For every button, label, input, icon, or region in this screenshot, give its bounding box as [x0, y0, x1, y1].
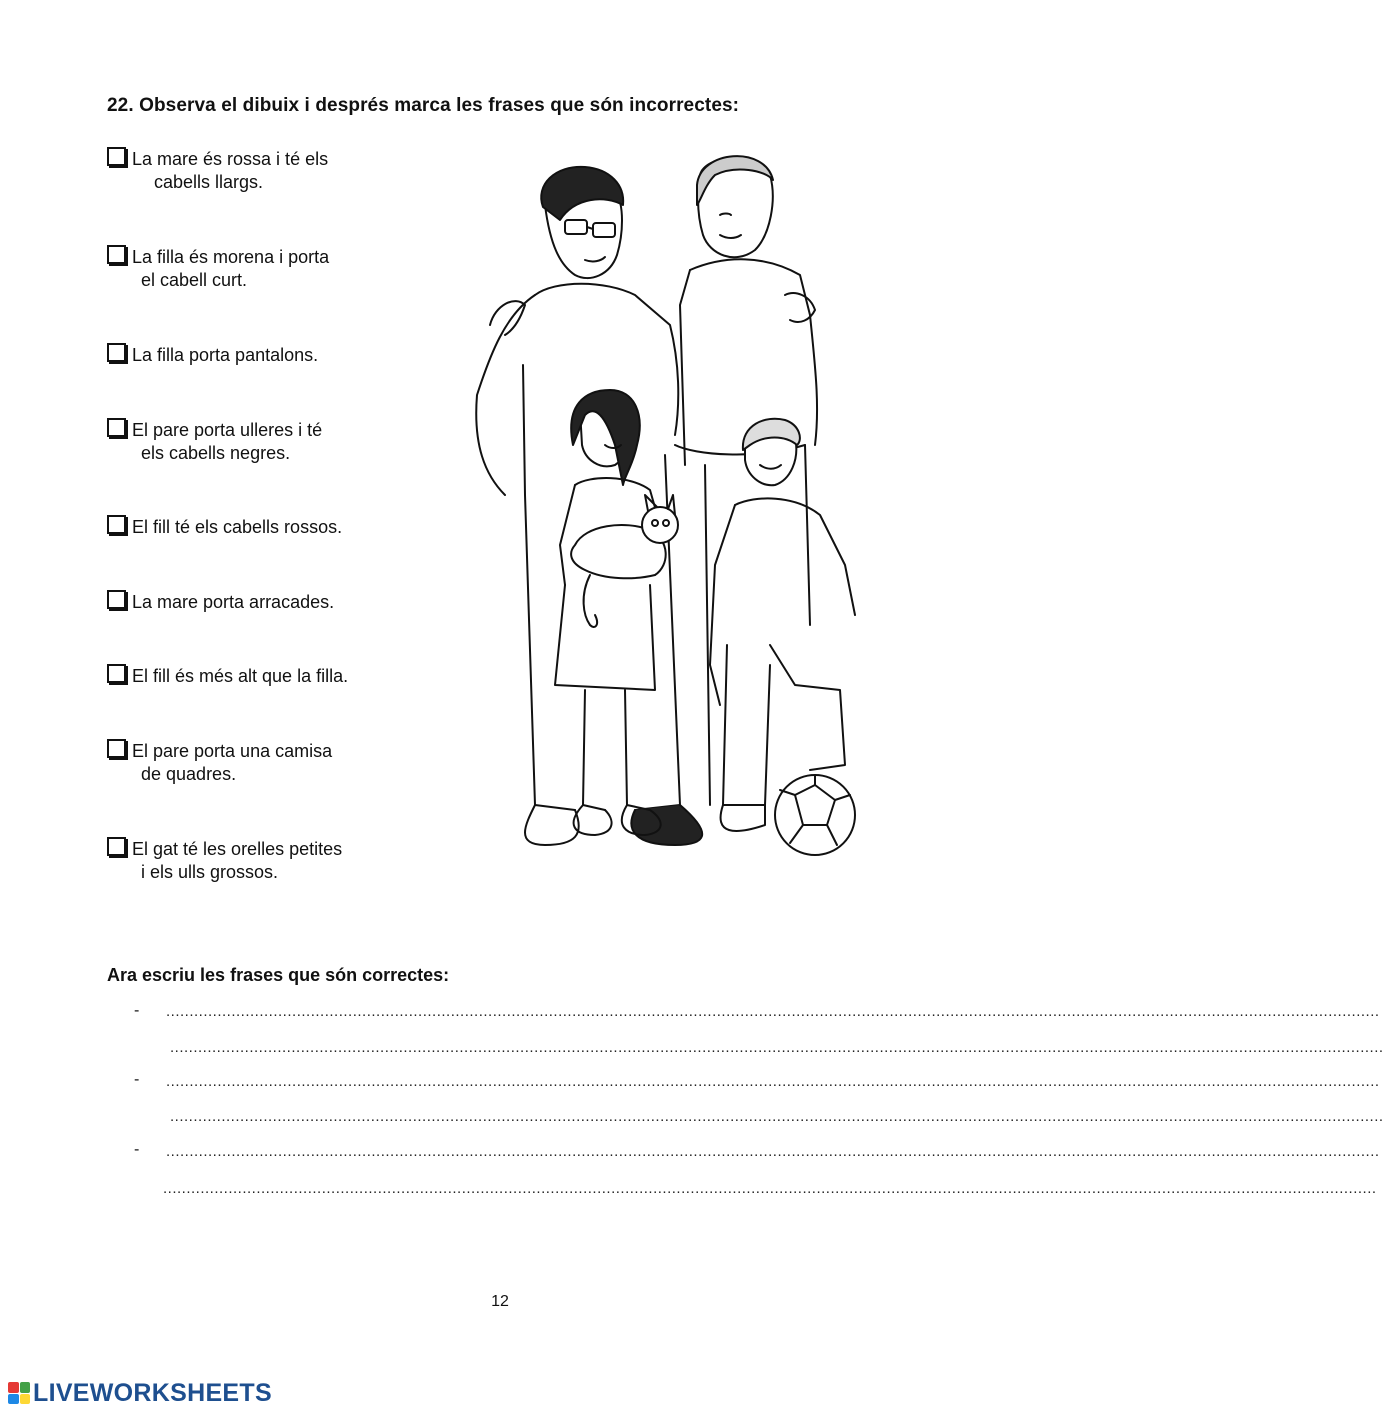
bullet-dash: -: [134, 1071, 140, 1088]
statement-line2: de quadres.: [141, 764, 237, 784]
answer-line[interactable]: ....................................................................................................................................................................................................................................................................: [166, 1143, 1380, 1160]
statement-item: [107, 590, 334, 614]
cat-figure: [571, 495, 678, 627]
answer-line[interactable]: ....................................................................................................................................................................................................................................................................: [166, 1003, 1380, 1020]
statement-line2: el cabell curt.: [141, 270, 248, 290]
checkbox[interactable]: [107, 664, 126, 683]
statement-line1: La filla porta pantalons.: [132, 345, 319, 365]
statement-line1: El fill és més alt que la filla.: [132, 666, 349, 686]
statement-line1: El pare porta una camisa: [132, 741, 333, 761]
answer-line[interactable]: ....................................................................................................................................................................................................................................................................: [170, 1108, 1384, 1125]
statement-line1: El gat té les orelles petites: [132, 839, 343, 859]
page-number: 12: [491, 1293, 509, 1310]
statement-line2: i els ulls grossos.: [141, 862, 279, 882]
answer-line[interactable]: ....................................................................................................................................................................................................................................................................: [163, 1180, 1377, 1197]
family-illustration: [465, 145, 865, 875]
statement-line1: La mare porta arracades.: [132, 592, 335, 612]
statement-line1: La filla és morena i porta: [132, 247, 330, 267]
statement-item: [107, 343, 318, 367]
checkbox[interactable]: [107, 837, 126, 856]
checkbox[interactable]: [107, 739, 126, 758]
statement-item: [107, 664, 348, 688]
statement-item: [107, 418, 322, 465]
statement-line1: El fill té els cabells rossos.: [132, 517, 343, 537]
statement-item: [107, 837, 342, 884]
checkbox[interactable]: [107, 590, 126, 609]
bullet-dash: -: [134, 1002, 140, 1019]
liveworksheets-logo[interactable]: [8, 1380, 272, 1406]
statement-item: [107, 515, 342, 539]
checkbox[interactable]: [107, 245, 126, 264]
answer-line[interactable]: ....................................................................................................................................................................................................................................................................: [170, 1039, 1384, 1056]
exercise-title: 22. Observa el dibuix i després marca les frases que són incorrectes:: [107, 95, 740, 116]
statement-item: [107, 147, 328, 194]
statement-line2: els cabells negres.: [141, 443, 291, 463]
checkbox[interactable]: [107, 147, 126, 166]
statement-line1: La mare és rossa i té els: [132, 149, 329, 169]
son-figure: [710, 419, 855, 855]
checkbox[interactable]: [107, 343, 126, 362]
statement-item: [107, 245, 329, 292]
mother-figure: [675, 156, 817, 805]
instruction-subtitle: Ara escriu les frases que són correctes:: [107, 965, 450, 985]
logo-text: LIVEWORKSHEETS: [33, 1378, 272, 1407]
logo-mark-icon: [8, 1382, 30, 1404]
checkbox[interactable]: [107, 515, 126, 534]
statement-line2: cabells llargs.: [154, 172, 264, 192]
daughter-figure: [555, 390, 661, 835]
bullet-dash: -: [134, 1141, 140, 1158]
statement-item: [107, 739, 332, 786]
checkbox[interactable]: [107, 418, 126, 437]
answer-line[interactable]: ....................................................................................................................................................................................................................................................................: [166, 1073, 1380, 1090]
statement-line1: El pare porta ulleres i té: [132, 420, 323, 440]
